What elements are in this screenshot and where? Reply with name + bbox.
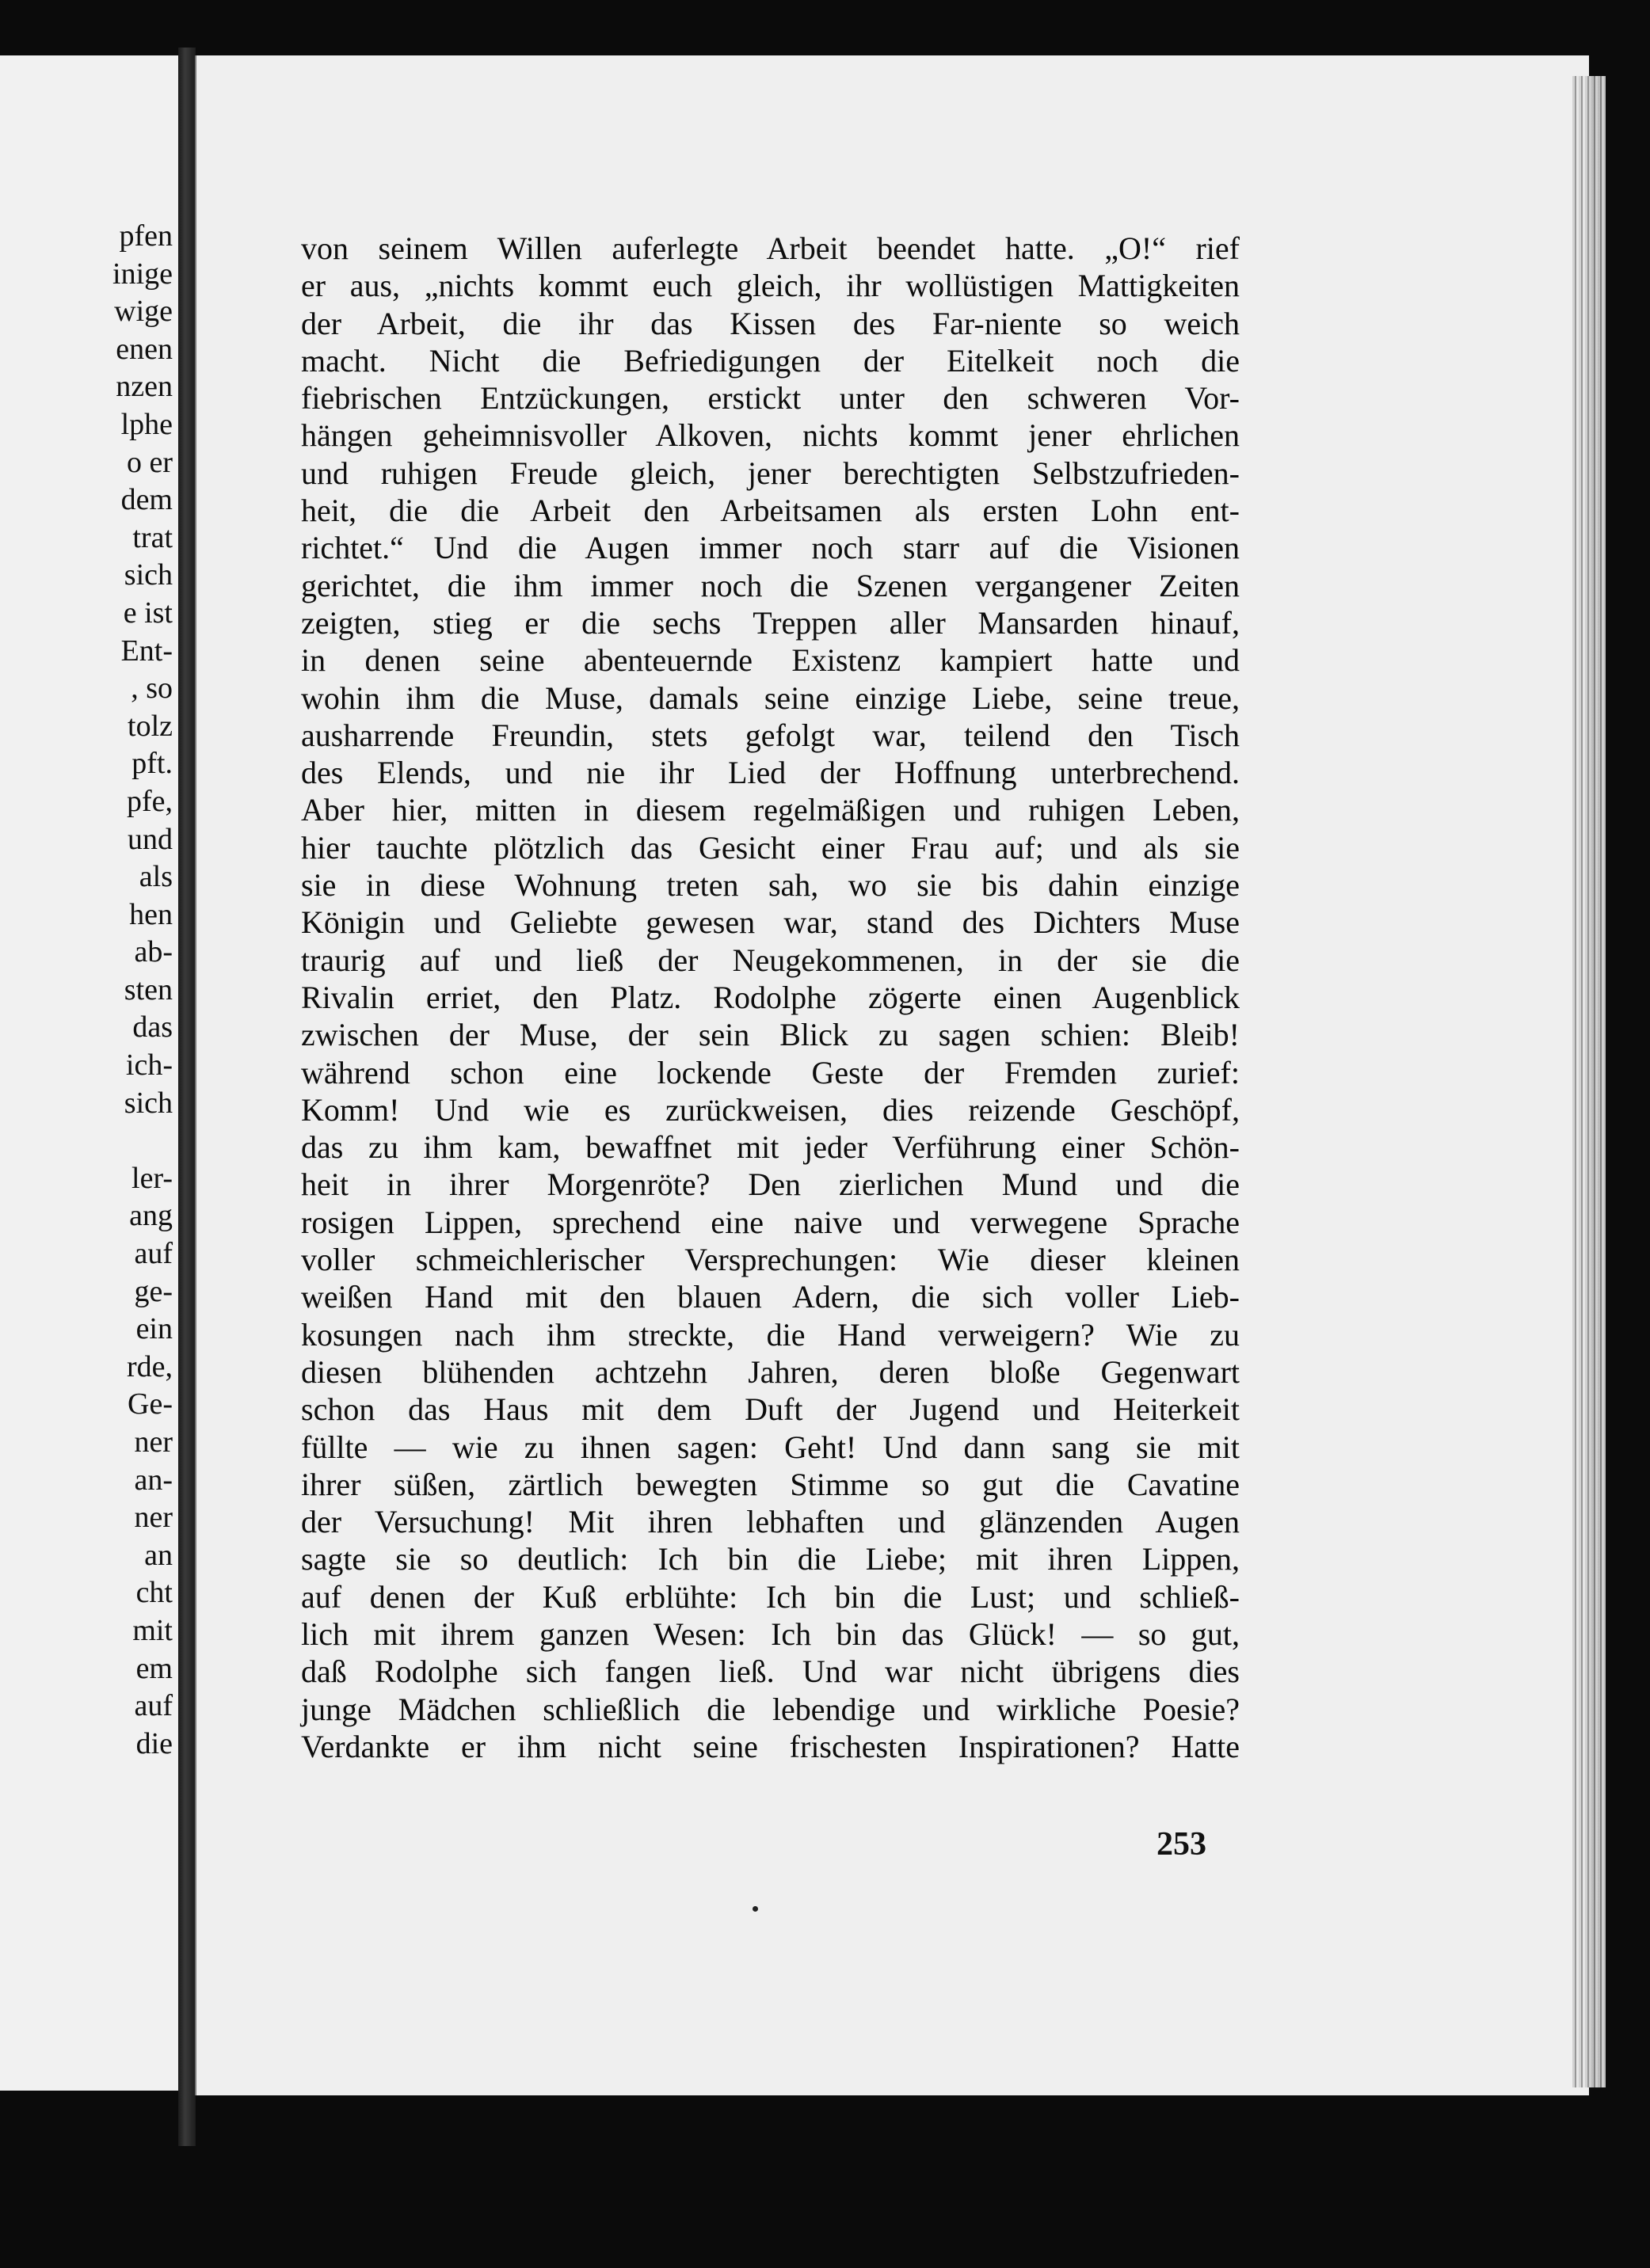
previous-page-text-fragments	[112, 218, 173, 1763]
page-body-text	[301, 230, 1240, 1765]
text-line: wohin ihm die Muse, damals seine einzige Liebe, seine treue,	[301, 679, 1240, 716]
text-line: kosungen nach ihm streckte, die Hand verweigern? Wie zu	[301, 1316, 1240, 1353]
text-line: von seinem Willen auferlegte Arbeit beendet hatte. „O!“ rief	[301, 230, 1240, 266]
previous-page-fragment: ein	[135, 1312, 173, 1346]
previous-page-fragment: und	[128, 822, 173, 856]
text-line: auf denen der Kuß erblühte: Ich bin die Lust; und schließ-	[301, 1578, 1240, 1615]
previous-page-fragment: ab-	[134, 935, 173, 969]
text-line: und ruhigen Freude gleich, jener berechtigten Selbstzufrieden-	[301, 455, 1240, 491]
previous-page-fragment: sich	[124, 1086, 173, 1120]
text-line: ihrer süßen, zärtlich bewegten Stimme so gut die Cavatine	[301, 1466, 1240, 1502]
previous-page-fragment: ich-	[125, 1048, 173, 1083]
text-line: das zu ihm kam, bewaffnet mit jeder Verführung einer Schön-	[301, 1129, 1240, 1166]
previous-page-fragment: auf	[134, 1237, 173, 1271]
text-line: ausharrende Freundin, stets gefolgt war, teilend den Tisch	[301, 717, 1240, 753]
text-line: der Arbeit, die ihr das Kissen des Far-niente so weich	[301, 305, 1240, 341]
previous-page-fragment: ler-	[131, 1161, 173, 1195]
previous-page-fragment: Ent-	[120, 634, 173, 668]
previous-page-fragment: pfen	[119, 219, 173, 253]
previous-page-fragment: Ge-	[128, 1387, 173, 1421]
previous-page-fragment: auf	[134, 1689, 173, 1723]
text-line: während schon eine lockende Geste der Fremden zurief:	[301, 1054, 1240, 1090]
previous-page-fragment: trat	[132, 520, 173, 554]
previous-page-fragment: , so	[131, 672, 173, 706]
text-line: füllte — wie zu ihnen sagen: Geht! Und dann sang sie mit	[301, 1429, 1240, 1465]
previous-page-fragment: sten	[124, 972, 173, 1007]
dust-speck	[753, 1906, 758, 1912]
previous-page-fragment: pft.	[131, 747, 173, 781]
text-line: heit in ihrer Morgenröte? Den zierlichen Mund und die	[301, 1166, 1240, 1203]
previous-page-fragment: o er	[126, 445, 173, 479]
previous-page-fragment: inige	[112, 257, 173, 291]
previous-page-fragment: mit	[132, 1613, 173, 1647]
previous-page-fragment: ang	[129, 1199, 173, 1233]
text-line: Komm! Und wie es zurückweisen, dies reizende Geschöpf,	[301, 1091, 1240, 1128]
previous-page-fragment: nzen	[116, 370, 173, 404]
text-line: zeigten, stieg er die sechs Treppen aller Mansarden hinauf,	[301, 604, 1240, 641]
text-line: rosigen Lippen, sprechend eine naive und verwegene Sprache	[301, 1204, 1240, 1240]
previous-page-fragment: e ist	[123, 596, 173, 630]
text-line: daß Rodolphe sich fangen ließ. Und war nicht übrigens dies	[301, 1653, 1240, 1690]
text-line: Verdankte er ihm nicht seine frischesten Inspirationen? Hatte	[301, 1728, 1240, 1764]
text-line: hier tauchte plötzlich das Gesicht einer Frau auf; und als sie	[301, 829, 1240, 866]
previous-page-fragment: hen	[129, 897, 173, 931]
previous-page-fragment: an-	[134, 1463, 173, 1497]
text-line: Aber hier, mitten in diesem regelmäßigen und ruhigen Leben,	[301, 792, 1240, 828]
text-line: hängen geheimnisvoller Alkoven, nichts kommt jener ehrlichen	[301, 417, 1240, 454]
text-line: lich mit ihrem ganzen Wesen: Ich bin das Glück! — so gut,	[301, 1615, 1240, 1652]
previous-page-fragment	[112, 1122, 173, 1160]
text-line: der Versuchung! Mit ihren lebhaften und glänzenden Augen	[301, 1504, 1240, 1540]
text-line: schon das Haus mit dem Duft der Jugend und Heiterkeit	[301, 1391, 1240, 1428]
text-line: fiebrischen Entzückungen, erstickt unter den schweren Vor-	[301, 380, 1240, 417]
previous-page-fragment: lphe	[120, 407, 173, 441]
previous-page	[0, 55, 189, 2091]
previous-page-fragment: ner	[134, 1425, 173, 1459]
previous-page-fragment: em	[135, 1651, 173, 1685]
text-line: Königin und Geliebte gewesen war, stand des Dichters Muse	[301, 904, 1240, 941]
previous-page-fragment: tolz	[128, 709, 173, 743]
previous-page-fragment: pfe,	[126, 784, 173, 818]
previous-page-fragment: ge-	[134, 1274, 173, 1308]
previous-page-fragment: rde,	[126, 1349, 173, 1383]
previous-page-fragment: dem	[120, 483, 173, 517]
previous-page-fragment: wige	[114, 295, 173, 329]
text-line: sie in diese Wohnung treten sah, wo sie bis dahin einzige	[301, 867, 1240, 904]
previous-page-fragment: als	[139, 860, 173, 894]
previous-page-fragment: enen	[116, 332, 173, 366]
previous-page-fragment: ner	[134, 1501, 173, 1535]
page-number: 253	[1157, 1826, 1206, 1863]
text-line: weißen Hand mit den blauen Adern, die sich voller Lieb-	[301, 1279, 1240, 1315]
book-spine	[178, 48, 196, 2146]
previous-page-fragment: cht	[135, 1576, 173, 1610]
text-line: zwischen der Muse, der sein Blick zu sagen schien: Bleib!	[301, 1017, 1240, 1053]
text-line: traurig auf und ließ der Neugekommenen, in der sie die	[301, 942, 1240, 978]
text-line: macht. Nicht die Befriedigungen der Eitelkeit noch die	[301, 342, 1240, 379]
text-line: richtet.“ Und die Augen immer noch starr auf die Visionen	[301, 530, 1240, 566]
text-line: gerichtet, die ihm immer noch die Szenen vergangener Zeiten	[301, 567, 1240, 603]
text-line: voller schmeichlerischer Versprechungen: Wie dieser kleinen	[301, 1242, 1240, 1278]
previous-page-fragment: das	[132, 1010, 173, 1045]
text-line: sagte sie so deutlich: Ich bin die Liebe; mit ihren Lippen,	[301, 1541, 1240, 1577]
text-line: heit, die die Arbeit den Arbeitsamen als ersten Lohn ent-	[301, 493, 1240, 529]
text-line: er aus, „nichts kommt euch gleich, ihr wollüstigen Mattigkeiten	[301, 268, 1240, 304]
text-line: in denen seine abenteuernde Existenz kampiert hatte und	[301, 642, 1240, 679]
text-line: Rivalin erriet, den Platz. Rodolphe zögerte einen Augenblick	[301, 979, 1240, 1015]
text-line: des Elends, und nie ihr Lied der Hoffnung unterbrechend.	[301, 755, 1240, 791]
text-line: diesen blühenden achtzehn Jahren, deren bloße Gegenwart	[301, 1353, 1240, 1390]
page-edges	[1572, 76, 1606, 2087]
previous-page-fragment: sich	[124, 558, 173, 592]
previous-page-fragment: an	[144, 1538, 173, 1572]
previous-page-fragment: die	[135, 1726, 173, 1760]
text-line: junge Mädchen schließlich die lebendige und wirkliche Poesie?	[301, 1691, 1240, 1727]
